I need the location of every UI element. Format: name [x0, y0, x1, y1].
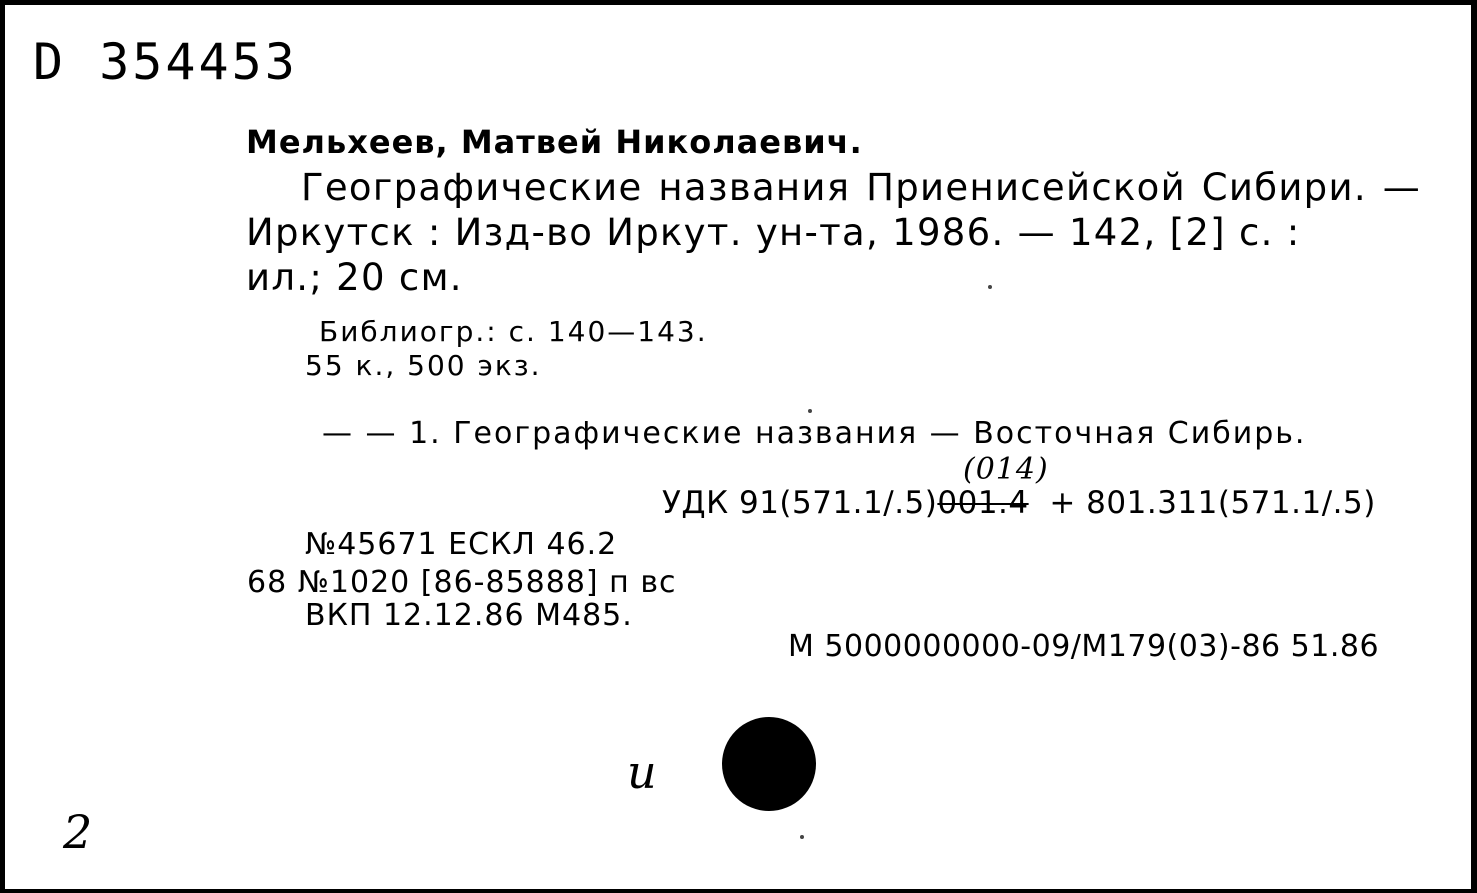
- record-line-1: №45671 ЕСКЛ 46.2: [305, 527, 618, 562]
- author-heading: Мельхеев, Матвей Николаевич.: [246, 123, 863, 161]
- handwritten-digit: 2: [63, 805, 93, 859]
- speck-mark: [808, 409, 812, 413]
- title-line-1: Географические названия Приенисейской Сибири. —: [301, 166, 1421, 209]
- record-line-3: ВКП 12.12.86 М485.: [305, 598, 633, 633]
- udk-suffix: + 801.311(571.1/.5): [1049, 485, 1376, 521]
- title-line-2: Иркутск : Изд-во Иркут. ун-та, 1986. — 142, [2] с. :: [246, 211, 1301, 254]
- catalog-dot-mark: [722, 717, 816, 811]
- record-line-2: 68 №1020 [86-85888] п вс: [247, 565, 677, 600]
- title-line-3: ил.; 20 см.: [246, 256, 463, 299]
- udk-struck-code: 001.4: [937, 485, 1029, 521]
- inventory-number: D 354453: [33, 33, 298, 91]
- speck-mark: [800, 835, 804, 839]
- speck-mark: [988, 285, 992, 289]
- price-note: 55 к., 500 экз.: [305, 349, 542, 382]
- udk-handwritten-correction: (014): [963, 452, 1049, 487]
- handwritten-mark: и: [627, 745, 657, 799]
- udk-prefix: УДК 91(571.1/.5): [662, 485, 938, 521]
- title-description: [246, 165, 1421, 300]
- subject-heading: — — 1. Географические названия — Восточная Сибирь.: [322, 416, 1307, 451]
- bibliography-note: Библиогр.: с. 140—143.: [319, 315, 708, 348]
- udk-classification: [662, 485, 1376, 521]
- isbn-line: М 5000000000-09/М179(03)-86 51.86: [788, 629, 1380, 664]
